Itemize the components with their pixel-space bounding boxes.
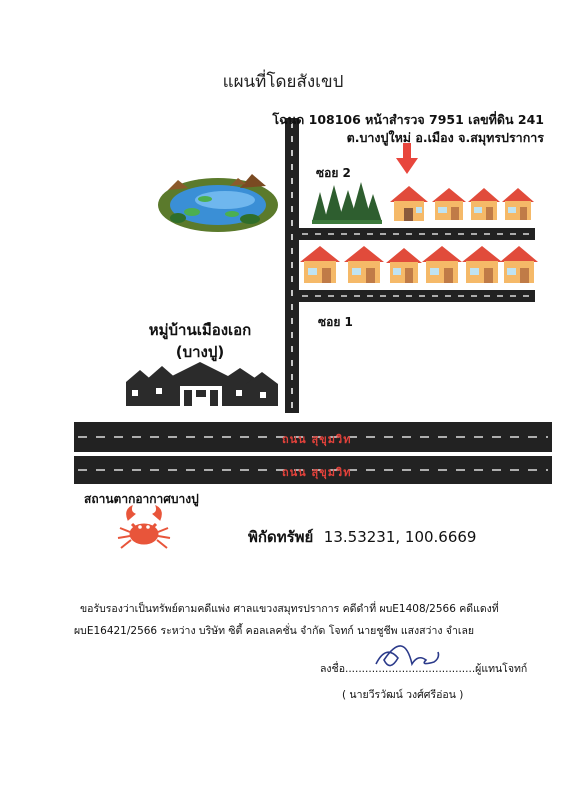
village-subname: (บางปู) (175, 343, 225, 361)
soi1-label: ซอย 1 (318, 315, 353, 329)
house-icon (344, 246, 384, 283)
landmark-label: สถานตากอากาศบางปู (84, 492, 199, 506)
crab-icon (116, 502, 172, 552)
road-label-bottom: ถนน สุขุมวิท (282, 466, 352, 479)
house-icon (300, 246, 340, 283)
page-title: แผนที่โดยสังเขป (222, 72, 344, 92)
house-icon (500, 246, 538, 283)
plot-deed-line: โฉนด 108106 หน้าสำรวจ 7951 เลขที่ดิน 241 (272, 112, 544, 127)
house-icon (386, 248, 422, 283)
soi2-label: ซอย 2 (316, 166, 351, 180)
plot-location-line: ต.บางปูใหม่ อ.เมือง จ.สมุทรปราการ (346, 130, 544, 145)
village-houses-icon (126, 362, 278, 408)
signature-line: ลงชื่อ.......................................ผู้แทนโจทก์ (320, 663, 528, 675)
coordinates-value: 13.53231, 100.6669 (323, 528, 477, 546)
village-name: หมู่บ้านเมืองเอก (148, 321, 252, 339)
coordinates-label: พิกัดทรัพย์ (248, 528, 314, 546)
certification-line-2: ผบE16421/2566 ระหว่าง บริษัท ซิตี้ คอลเลคชั่น จำกัด โจทก์ นายชูชีพ แสงสว่าง จำเลย (74, 625, 475, 637)
house-icon (462, 246, 502, 283)
signer-name: ( นายวีรวัฒน์ วงศ์ศรีอ่อน ) (342, 689, 464, 701)
certification-line-1: ขอรับรองว่าเป็นทรัพย์ตามคดีแพ่ง ศาลแขวงสมุทรปราการ คดีดำที่ ผบE1408/2566 คดีแดงที่ (80, 603, 499, 615)
road-label-top: ถนน สุขุมวิท (282, 433, 352, 446)
house-icon (422, 246, 462, 283)
coordinates (248, 525, 476, 549)
